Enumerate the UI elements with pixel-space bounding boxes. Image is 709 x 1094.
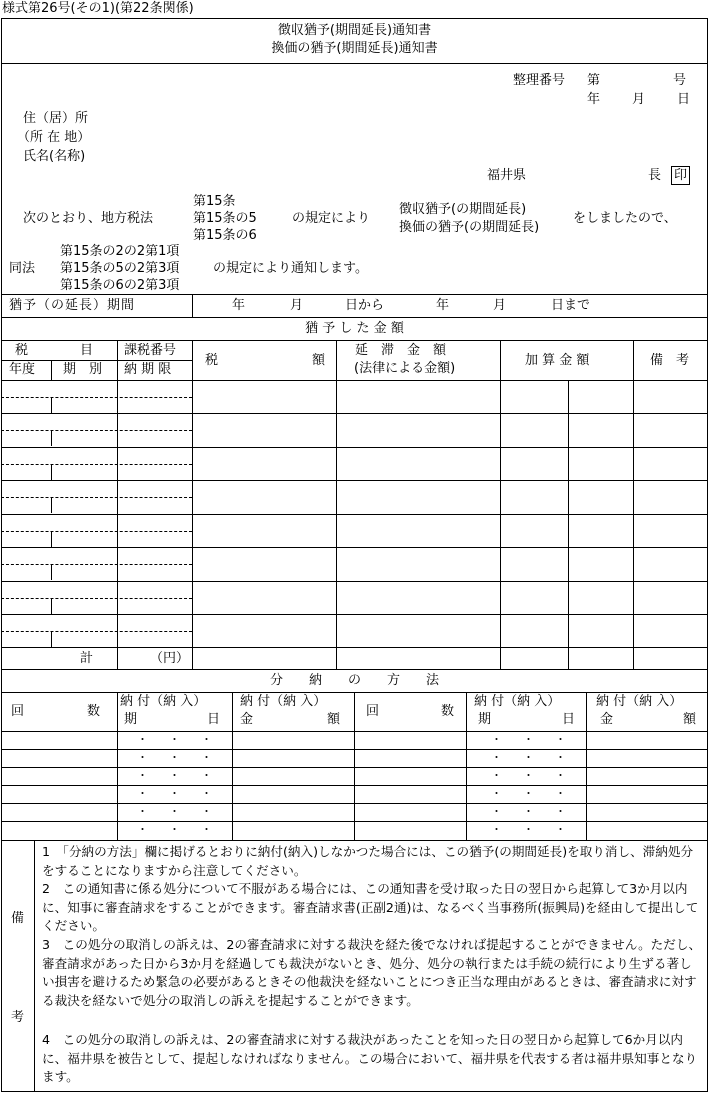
header-fiscal-year: 年度 — [9, 362, 36, 377]
header-remarks: 備 考 — [650, 353, 690, 368]
header-due-date: 納 期 限 — [124, 362, 172, 377]
rule — [51, 360, 52, 380]
note-3: 3 この処分の取消しの訴えは、2の審査請求に対する裁決を経た後でなければ提起することができません。ただし、審査請求があった日から3か月を経過しても裁決がないとき、処分、処分の執行または手続の続行により生ずる著しい損害を避けるため緊急の必要があるときその他裁決を経ないことにつき正当な理由があるときは、審査請求に対する裁決を経ないで処分の取消しの訴えを提起することができます。 — [42, 937, 702, 1008]
date-dot: ・ — [555, 769, 566, 782]
rule — [1, 63, 708, 64]
row-divider-dashed — [1, 397, 192, 398]
rule — [633, 340, 634, 669]
statement-mid: の規定により — [292, 211, 371, 226]
date-dot: ・ — [169, 823, 180, 836]
type-collection-deferral: 徴収猶予(の期間延長) — [399, 202, 527, 217]
header-late-fee-sub: (法律による金額) — [354, 361, 456, 376]
statement-lead: 次のとおり、地方税法 — [23, 211, 154, 226]
rule — [466, 692, 467, 840]
statement-tail-2: の規定により通知します。 — [213, 261, 368, 276]
row-year-divider — [51, 464, 52, 480]
article-15: 第15条 — [193, 194, 236, 209]
table-row — [1, 413, 708, 414]
location-label: （所 在 地） — [17, 130, 91, 145]
installment-title: 分 納 の 方 法 — [269, 673, 439, 688]
total-unit: （円） — [150, 651, 190, 666]
issuer-prefecture: 福井県 — [487, 168, 527, 183]
date-dot: ・ — [491, 733, 502, 746]
install-count-b-right: 数 — [441, 704, 455, 719]
table-row — [1, 514, 708, 515]
install-count-a-left: 回 — [11, 704, 25, 719]
row-year-divider — [51, 430, 52, 446]
row-year-divider — [51, 598, 52, 614]
date-dot: ・ — [491, 787, 502, 800]
rule — [1, 669, 708, 670]
rule — [1, 294, 708, 295]
row-divider-dashed — [1, 464, 192, 465]
article-15-5: 第15条の5 — [193, 211, 257, 226]
install-paydate-a-left: 期 — [124, 712, 138, 727]
rule — [500, 340, 501, 669]
table-row — [1, 447, 708, 448]
table-row — [1, 581, 708, 582]
date-dot: ・ — [137, 769, 148, 782]
date-dot: ・ — [169, 805, 180, 818]
install-payamt-a-left: 金 — [240, 712, 254, 727]
install-payamt-b-right: 額 — [683, 712, 697, 727]
header-tax-amount-a: 税 — [205, 353, 219, 368]
note-4: 4 この処分の取消しの訴えは、2の審査請求に対する裁決があったことを知った日の翌日から起算して6か月以内に、福井県を被告として、提起しなければなりません。この場合において、福井県を代表する者は福井県知事となります。 — [42, 1032, 698, 1084]
date-dot: ・ — [491, 751, 502, 764]
article-15-6: 第15条の6 — [193, 228, 257, 243]
note-1: 1 「分納の方法」欄に掲げるとおりに納付(納入)しなかつた場合には、この猶予(の期間延長)を取り消し、滞納処分をすることになりますから注意してください。 — [42, 844, 694, 878]
date-dot: ・ — [523, 733, 534, 746]
date-dot: ・ — [555, 787, 566, 800]
date-dot: ・ — [169, 751, 180, 764]
install-paydate-b-left: 日 — [207, 712, 221, 727]
date-dot: ・ — [491, 769, 502, 782]
install-count-a-right: 回 — [366, 704, 380, 719]
install-payamt-label-left: 納 付（納 入） — [240, 694, 327, 709]
row-divider-dashed — [1, 598, 192, 599]
period-year-from: 年 — [232, 298, 246, 313]
paragraph-2: 第15条の5の2第3項 — [60, 261, 180, 276]
row-year-divider — [51, 397, 52, 413]
rule — [192, 294, 193, 317]
table-row — [1, 480, 708, 481]
row-divider-dashed — [1, 430, 192, 431]
date-dot: ・ — [201, 751, 212, 764]
table-row — [1, 614, 708, 615]
row-year-divider — [51, 631, 52, 647]
issuer-chief: 長 — [648, 168, 662, 183]
address-label: 住（居）所 — [23, 111, 89, 126]
rule — [1, 647, 708, 648]
title-line-2: 換価の猶予(期間延長)通知書 — [271, 41, 438, 56]
date-dot: ・ — [201, 733, 212, 746]
date-dot: ・ — [523, 823, 534, 836]
date-dot: ・ — [169, 787, 180, 800]
date-dot: ・ — [491, 805, 502, 818]
period-month-from: 月 — [290, 298, 304, 313]
date-dot: ・ — [137, 823, 148, 836]
rule — [354, 692, 355, 840]
date-dot: ・ — [137, 733, 148, 746]
table-row — [1, 547, 708, 548]
date-dot: ・ — [137, 805, 148, 818]
date-dot: ・ — [169, 733, 180, 746]
paragraph-1: 第15条の2の2第1項 — [60, 244, 180, 259]
row-year-divider — [51, 564, 52, 580]
notes-label-bottom: 考 — [11, 1010, 25, 1025]
date-dot: ・ — [201, 787, 212, 800]
date-dot: ・ — [555, 751, 566, 764]
date-dot: ・ — [137, 787, 148, 800]
rule — [568, 380, 569, 669]
table-row — [1, 785, 708, 786]
rule — [1, 840, 708, 841]
header-late-fee: 延 滞 金 額 — [355, 343, 447, 358]
install-count-b-left: 数 — [87, 704, 101, 719]
install-payamt-a-right: 金 — [600, 712, 614, 727]
header-tax-number: 課税番号 — [124, 343, 177, 358]
period-from: 日から — [345, 298, 385, 313]
date-dot: ・ — [555, 733, 566, 746]
rule — [117, 340, 118, 669]
install-paydate-label-right: 納 付（納 入） — [474, 694, 561, 709]
date-year: 年 — [587, 92, 601, 107]
date-dot: ・ — [523, 751, 534, 764]
rule — [232, 692, 233, 840]
header-period: 期 別 — [63, 362, 103, 377]
header-tax-amount-b: 額 — [312, 353, 326, 368]
rule — [586, 692, 587, 840]
header-tax-item: 税 目 — [15, 343, 94, 358]
date-dot: ・ — [169, 769, 180, 782]
date-dot: ・ — [523, 805, 534, 818]
row-divider-dashed — [1, 631, 192, 632]
row-divider-dashed — [1, 531, 192, 532]
statement-lead-2: 同法 — [9, 261, 36, 276]
rule — [1, 380, 708, 381]
period-label: 猶予（の延長）期間 — [9, 298, 136, 313]
date-dot: ・ — [523, 769, 534, 782]
amount-section-title: 猶 予 し た 金 額 — [305, 321, 404, 336]
period-year-to: 年 — [436, 298, 450, 313]
table-row — [1, 803, 708, 804]
date-dot: ・ — [491, 823, 502, 836]
row-year-divider — [51, 497, 52, 513]
number-dai: 第 — [587, 73, 601, 88]
install-paydate-a-right: 期 — [478, 712, 492, 727]
number-go: 号 — [673, 73, 687, 88]
title-line-1: 徴収猶予(期間延長)通知書 — [277, 23, 432, 38]
date-dot: ・ — [201, 823, 212, 836]
rule — [34, 840, 35, 1092]
rule — [1, 317, 708, 318]
form-number-label: 様式第26号(その1)(第22条関係) — [2, 1, 194, 16]
date-dot: ・ — [201, 805, 212, 818]
install-payamt-b-left: 額 — [327, 712, 341, 727]
rule — [1, 360, 192, 361]
install-paydate-label-left: 納 付（納 入） — [120, 694, 207, 709]
install-paydate-b-right: 日 — [562, 712, 576, 727]
seal-mark: 印 — [671, 166, 690, 185]
row-year-divider — [51, 531, 52, 547]
date-dot: ・ — [555, 823, 566, 836]
date-day: 日 — [677, 92, 691, 107]
table-row — [1, 767, 708, 768]
install-payamt-label-right: 納 付（納 入） — [596, 694, 683, 709]
note-2: 2 この通知書に係る処分について不服がある場合には、この通知書を受け取った日の翌日から起算して3か月以内に、知事に審査請求をすることができます。審査請求書(正副2通)は、なるべく当事務所(振興局)を経由して提出してください。 — [42, 881, 699, 933]
rule — [336, 340, 337, 669]
statement-tail: をしましたので、 — [573, 211, 677, 226]
rule — [192, 340, 193, 669]
rule — [117, 692, 118, 840]
period-month-to: 月 — [493, 298, 507, 313]
date-dot: ・ — [201, 769, 212, 782]
table-row — [1, 749, 708, 750]
reference-number-label: 整理番号 — [513, 73, 566, 88]
notes-label-top: 備 — [11, 911, 25, 926]
date-dot: ・ — [137, 751, 148, 764]
name-label: 氏名(名称) — [23, 149, 86, 164]
row-divider-dashed — [1, 497, 192, 498]
header-surcharge: 加 算 金 額 — [525, 353, 590, 368]
total-label: 計 — [80, 651, 94, 666]
row-divider-dashed — [1, 564, 192, 565]
period-to: 日まで — [551, 298, 591, 313]
date-dot: ・ — [555, 805, 566, 818]
date-dot: ・ — [523, 787, 534, 800]
type-conversion-deferral: 換価の猶予(の期間延長) — [399, 220, 540, 235]
paragraph-3: 第15条の6の2第3項 — [60, 278, 180, 293]
rule — [1, 340, 708, 341]
rule — [1, 731, 708, 732]
table-row — [1, 821, 708, 822]
date-month: 月 — [632, 92, 646, 107]
